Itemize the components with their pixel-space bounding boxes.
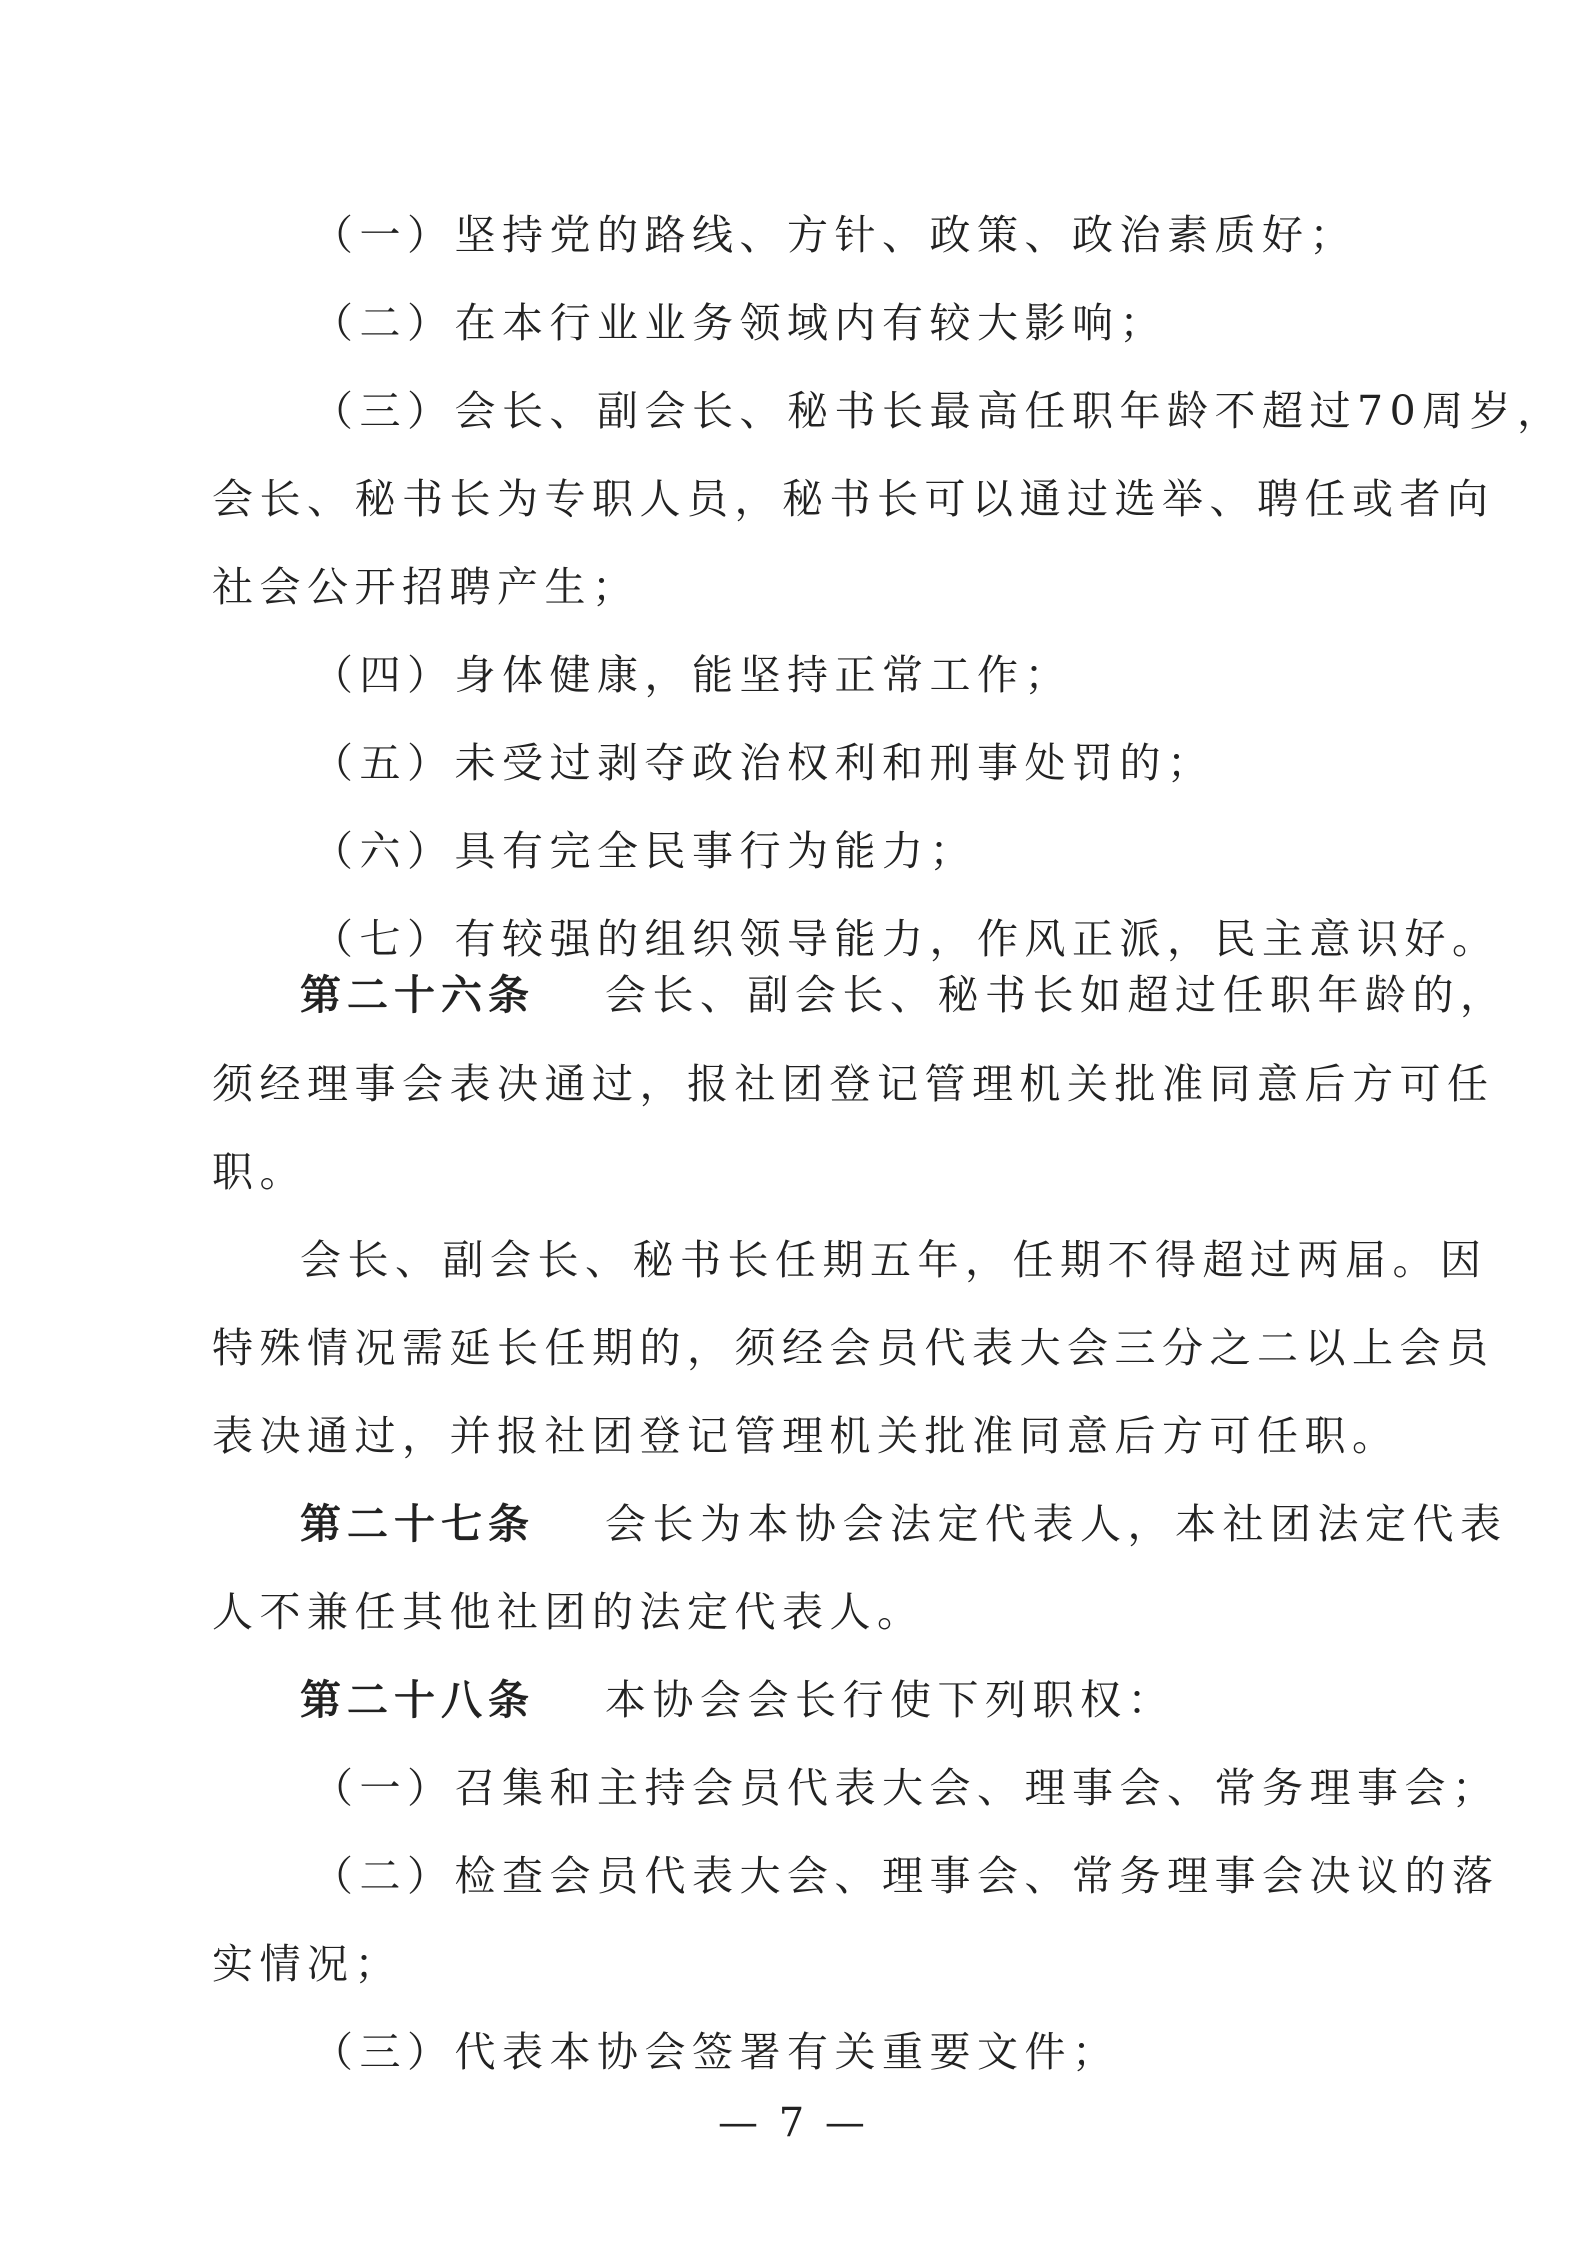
- article-heading: 第二十八条: [300, 1676, 535, 1724]
- text-line: 职。: [212, 1148, 307, 1196]
- article-text: 会长为本协会法定代表人，本社团法定代表: [605, 1500, 1508, 1548]
- text-line: 表决通过，并报社团登记管理机关批准同意后方可任职。: [212, 1412, 1400, 1460]
- text-line: 社会公开招聘产生；: [212, 563, 640, 611]
- item-line: （五）未受过剥夺政治权利和刑事处罚的；: [312, 739, 1215, 787]
- article-heading: 第二十六条: [300, 971, 535, 1019]
- text-line: 人不兼任其他社团的法定代表人。: [212, 1588, 925, 1636]
- text-line: 须经理事会表决通过，报社团登记管理机关批准同意后方可任: [212, 1060, 1495, 1108]
- text-line: 实情况；: [212, 1940, 402, 1988]
- article-26-line: [300, 965, 1508, 1025]
- item-line: （四）身体健康，能坚持正常工作；: [312, 651, 1072, 699]
- item-line: （二）检查会员代表大会、理事会、常务理事会决议的落: [312, 1852, 1500, 1900]
- article-28-line: [300, 1670, 1175, 1730]
- article-27-line: [300, 1494, 1508, 1554]
- item-line: （六）具有完全民事行为能力；: [312, 827, 977, 875]
- item-line: （一）坚持党的路线、方针、政策、政治素质好；: [312, 211, 1357, 259]
- item-line: （三）代表本协会签署有关重要文件；: [312, 2028, 1120, 2076]
- item-line: （七）有较强的组织领导能力，作风正派，民主意识好。: [312, 915, 1500, 963]
- item-line: （二）在本行业业务领域内有较大影响；: [312, 299, 1167, 347]
- article-text: 本协会会长行使下列职权：: [605, 1676, 1175, 1724]
- item-line: （一）召集和主持会员代表大会、理事会、常务理事会；: [312, 1764, 1500, 1812]
- item-line: （三）会长、副会长、秘书长最高任职年龄不超过70周岁，: [312, 387, 1565, 435]
- text-line: 特殊情况需延长任期的，须经会员代表大会三分之二以上会员: [212, 1324, 1495, 1372]
- paragraph-line: 会长、副会长、秘书长任期五年，任期不得超过两届。因: [300, 1236, 1488, 1284]
- text-line: 会长、秘书长为专职人员，秘书长可以通过选举、聘任或者向: [212, 475, 1495, 523]
- article-text: 会长、副会长、秘书长如超过任职年龄的，: [605, 971, 1508, 1019]
- page-number: — 7 —: [718, 2100, 869, 2146]
- article-heading: 第二十七条: [300, 1500, 535, 1548]
